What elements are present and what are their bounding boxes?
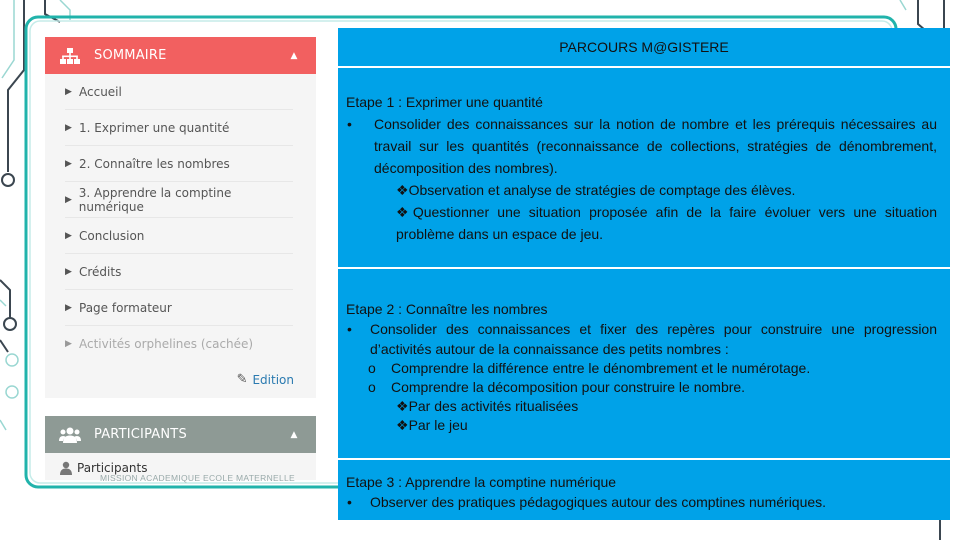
sommaire-item-credits[interactable] <box>65 254 293 290</box>
etape3-bullet <box>346 492 937 512</box>
expand-triangle-icon: ▶ <box>65 302 72 313</box>
etape2-sub-text: Par le jeu <box>408 417 468 433</box>
etape3-title: Etape 3 : Apprendre la comptine numérique <box>346 474 617 490</box>
participants-title: PARTICIPANTS <box>94 427 187 442</box>
table-header <box>338 28 950 66</box>
sommaire-item-conclusion[interactable] <box>65 218 293 254</box>
moodle-side-panel <box>45 37 316 480</box>
block-gap <box>45 398 316 416</box>
diamond-bullet-icon: ❖ <box>396 417 409 433</box>
etape2-sub-item <box>346 378 937 397</box>
etape1-title: Etape 1 : Exprimer une quantité <box>346 94 543 110</box>
sommaire-block-header[interactable] <box>45 37 316 74</box>
etape2-sub-text: Comprendre la différence entre le dénombrement et le numérotage. <box>391 360 811 376</box>
etape1-sub-item <box>346 201 937 245</box>
parcours-table <box>338 28 950 520</box>
sommaire-item-label: 1. Exprimer une quantité <box>79 120 230 135</box>
sommaire-item-label: Activités orphelines (cachée) <box>79 336 254 351</box>
footer-mission-text: MISSION ACADEMIQUE ECOLE MATERNELLE <box>100 473 296 483</box>
diamond-bullet-icon: ❖ <box>396 398 409 414</box>
diamond-bullet-icon: ❖ <box>396 204 413 220</box>
expand-triangle-icon: ▶ <box>65 158 72 169</box>
circle-bullet-mark: o <box>368 360 376 376</box>
sommaire-item-connaitre-nombres[interactable] <box>65 146 293 182</box>
sommaire-item-label: 2. Connaître les nombres <box>79 156 230 171</box>
bullet-mark: • <box>347 321 352 337</box>
expand-triangle-icon: ▶ <box>65 86 72 97</box>
sitemap-icon <box>59 47 81 65</box>
etape1-sub-text: Observation et analyse de stratégies de comptage des élèves. <box>408 182 796 198</box>
etape1-sub-text: Questionner une situation proposée afin de la faire évoluer vers une situation problème dans un espace de jeu. <box>396 204 937 242</box>
etape2-title: Etape 2 : Connaître les nombres <box>346 301 548 317</box>
expand-triangle-icon: ▶ <box>65 266 72 277</box>
bullet-mark: • <box>347 494 352 510</box>
circle-bullet-mark: o <box>368 379 376 395</box>
edition-label: Edition <box>252 372 294 387</box>
sommaire-block-body <box>45 74 316 398</box>
table-header-title: PARCOURS M@GISTERE <box>559 39 729 55</box>
etape1-bullet <box>346 113 937 179</box>
diamond-bullet-icon: ❖ <box>396 182 409 198</box>
sommaire-item-activites-orphelines[interactable] <box>65 326 293 361</box>
sommaire-item-label: Crédits <box>79 264 122 279</box>
sommaire-item-label: 3. Apprendre la comptine numérique <box>78 185 232 214</box>
collapse-icon[interactable]: ▲ <box>290 429 298 440</box>
participants-block-header[interactable] <box>45 416 316 453</box>
etape2-sub-text: Par des activités ritualisées <box>408 398 579 414</box>
collapse-icon[interactable]: ▲ <box>290 50 298 61</box>
edition-link[interactable] <box>65 361 316 398</box>
sommaire-item-label: Page formateur <box>79 300 172 315</box>
pencil-icon: ✎ <box>236 372 248 387</box>
etape3-bullet-text: Observer des pratiques pédagogiques autour des comptines numériques. <box>370 494 827 510</box>
bullet-mark: • <box>347 116 352 132</box>
expand-triangle-icon: ▶ <box>65 338 72 349</box>
etape1-row <box>338 68 950 267</box>
sommaire-item-comptine-numerique[interactable] <box>65 182 293 218</box>
expand-triangle-icon: ▶ <box>65 122 72 133</box>
etape1-sub-item <box>346 179 937 201</box>
sommaire-item-label: Conclusion <box>79 228 145 243</box>
participants-link[interactable]: Participants <box>77 461 148 475</box>
etape1-bullet-text: Consolider des connaissances sur la notion de nombre et les prérequis nécessaires au travail sur les quantités (reconnaissance de collections, stratégies de dénombrement, décomposition des nombres). <box>374 116 937 176</box>
etape2-bullet-text: Consolider des connaissances et fixer des repères pour construire une progression d’activités autour de la connaissance des petits nombres : <box>370 321 937 357</box>
expand-triangle-icon: ▶ <box>65 194 72 205</box>
sommaire-item-accueil[interactable] <box>65 74 293 110</box>
sommaire-item-page-formateur[interactable] <box>65 290 293 326</box>
etape2-sub-text: Comprendre la décomposition pour construire le nombre. <box>391 379 746 395</box>
sommaire-item-exprimer-quantite[interactable] <box>65 110 293 146</box>
expand-triangle-icon: ▶ <box>65 230 72 241</box>
etape2-row <box>338 269 950 458</box>
etape3-row <box>338 460 950 520</box>
etape2-bullet <box>346 319 937 359</box>
etape2-sub-item <box>346 416 937 435</box>
etape2-sub-item <box>346 397 937 416</box>
etape2-sub-item <box>346 359 937 378</box>
sommaire-menu <box>65 74 316 361</box>
sommaire-title: SOMMAIRE <box>94 48 167 63</box>
user-icon <box>59 461 73 478</box>
sommaire-item-label: Accueil <box>79 84 122 99</box>
users-icon <box>59 426 81 444</box>
